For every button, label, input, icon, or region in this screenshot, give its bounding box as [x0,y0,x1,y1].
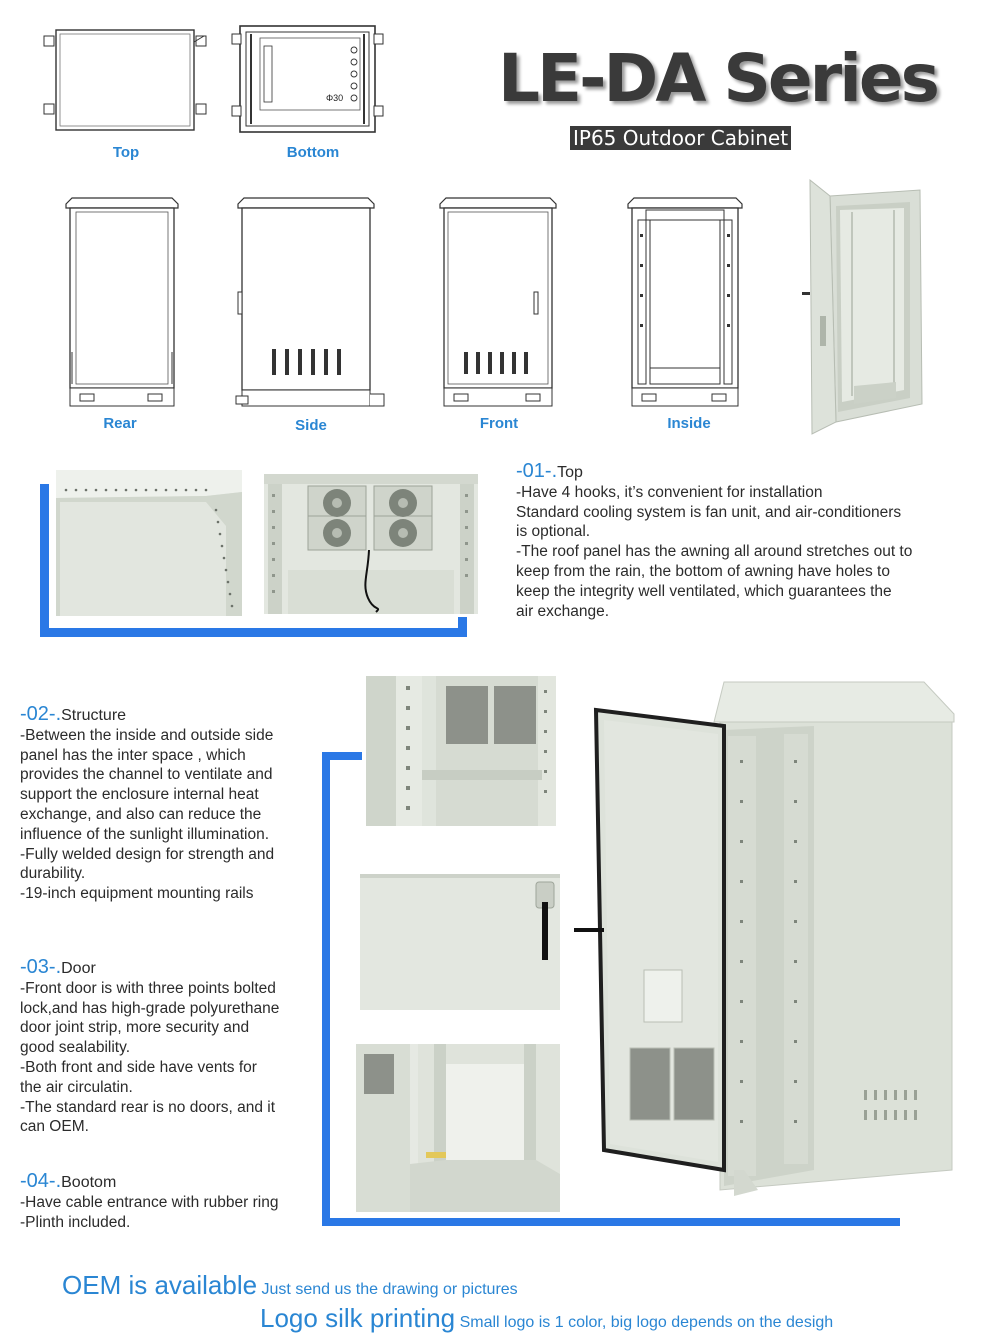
section-01-heading [516,462,986,483]
top-view-label: Top [112,144,140,161]
side-view-drawing [232,194,390,414]
section-04-bottom [20,1172,332,1232]
bottom-view-label: Bottom [286,144,340,161]
section-01-body: -Have 4 hooks, it’s convenient for installation Standard cooling system is fan unit, and air-conditioners is optional. -The roof panel has the awning all around stretches out to keep from the rain, the bottom of awning have holes to keep the integrity well ventilated, which guarantees the air exchange. [516,483,913,620]
section-02-title: Structure [61,707,127,724]
rear-view-label: Rear [103,415,137,432]
section-03-body: -Front door is with three points bolted lock,and has high-grade polyurethane door joint strip, more security and good sealability. -Both front and side have vents for the air circulatin. -The standard rear is no doors, and it can OEM. [20,979,280,1136]
section-04-number: -04-. [20,1170,62,1192]
section-04-title: Bootom [61,1174,117,1191]
series-subtitle: IP65 Outdoor Cabinet [570,126,791,150]
section-02-heading [20,705,330,726]
rear-view-drawing [62,194,182,412]
section-02-structure [20,705,330,904]
inside-photo [800,176,928,436]
door-handle-photo [360,874,560,1010]
oem-available-text: OEM is available [62,1270,258,1300]
section-02-number: -02-. [20,703,62,725]
section-03-heading [20,958,332,979]
inside-view-drawing [624,194,746,412]
section-02-body: -Between the inside and outside side panel has the inter space , which provides the channel to ventilate and support the enclosure internal heat exchange, and also can reduce the influence of the sunlight illumination. -Fully welded design for strength and durability. -19-inch equipment mounting rails [20,726,275,903]
oem-line [62,1270,518,1301]
section-01-top [516,462,986,621]
section-03-title: Door [61,960,96,977]
section-01-bar-bottom [40,628,467,637]
logo-note-text: Small logo is 1 color, big logo depends on the desigh [459,1314,834,1331]
roof-closeup-photo [56,470,242,616]
inside-open-photo [356,1044,560,1212]
side-view-label: Side [295,417,327,434]
logo-line [260,1303,833,1334]
cabinet-main-photo [574,670,964,1210]
section-02-bar-left [322,752,330,1226]
series-title: LE-DA Series [498,40,937,117]
bottom-hole-marking: Φ30 [326,93,344,103]
section-03-number: -03-. [20,956,62,978]
front-view-drawing [436,194,560,412]
logo-printing-text: Logo silk printing [260,1303,456,1333]
section-02-bar-bottom [322,1218,900,1226]
section-04-body: -Have cable entrance with rubber ring -Plinth included. [20,1193,279,1231]
section-04-heading [20,1172,332,1193]
inside-view-label: Inside [667,415,711,432]
top-view-drawing [42,22,212,137]
section-01-title: Top [557,464,583,481]
bottom-view-drawing [230,20,385,140]
fan-unit-photo [264,474,478,614]
structure-photo [366,676,556,826]
front-view-label: Front [479,415,519,432]
oem-note-text: Just send us the drawing or pictures [261,1281,518,1298]
section-03-door [20,958,332,1137]
section-01-bar-left [40,484,49,637]
section-01-bar-right [458,617,467,637]
section-01-number: -01-. [516,460,558,482]
